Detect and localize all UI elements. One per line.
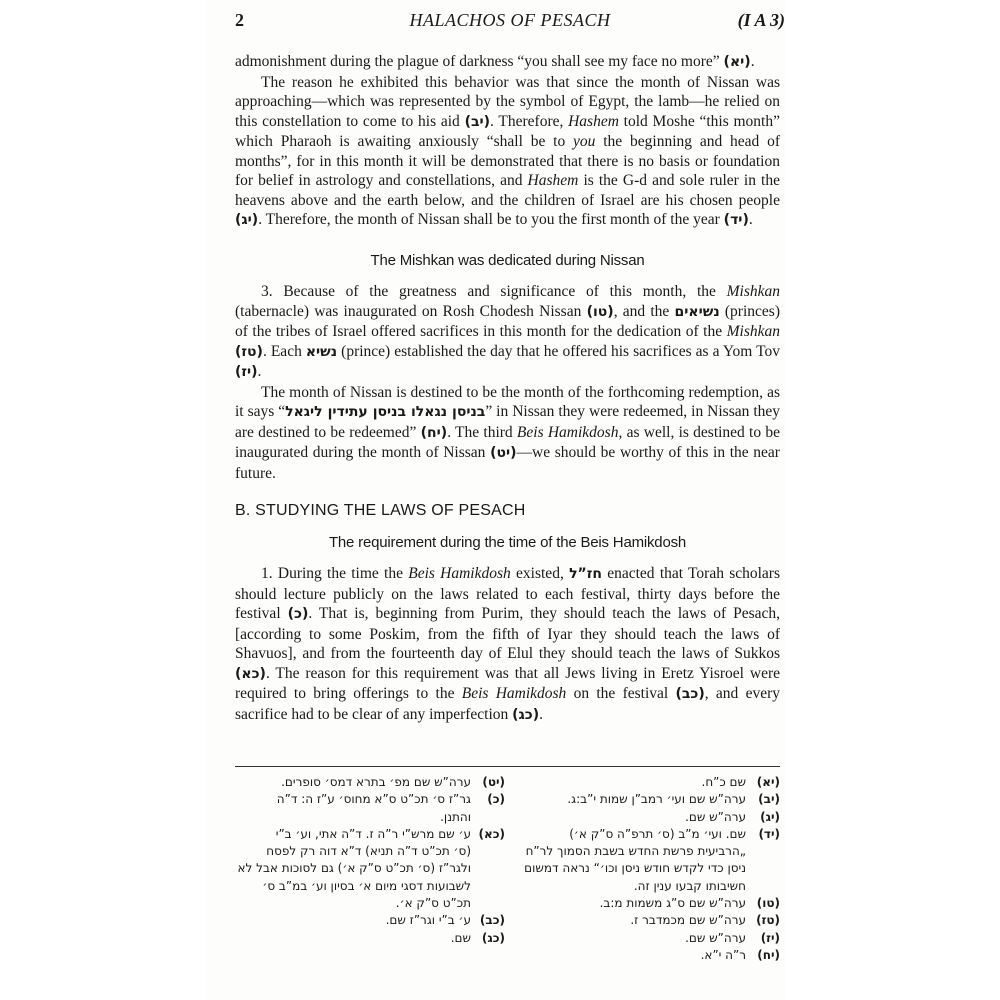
paragraph-redemption: The month of Nissan is destined to be the month of the forthcoming redemption, as it says “בניסן נגאלו בניסן עתידין ליגאל” in Nissan they were redeemed, in Nissan they are destined to be redeemed” (יח). The third Beis Hamikdosh, as well, is destined to be inaugurated during the month of Nissan (יט)—we should be worthy of this in the near future. xyxy=(235,383,781,482)
footnote-mark: (כג) xyxy=(481,930,505,945)
footnote-mark: (יא) xyxy=(756,775,780,789)
footnote-ref: (כב) xyxy=(675,686,705,702)
subheading-mishkan: The Mishkan was dedicated during Nissan xyxy=(370,251,645,269)
footnote-ref: (יג) xyxy=(235,212,259,228)
footnotes-left-column xyxy=(235,774,505,947)
footnote-ref: (כא) xyxy=(235,665,266,682)
footnote-mark: (כא) xyxy=(478,826,505,841)
section-reference: (I A 3) xyxy=(737,10,785,30)
footnote xyxy=(510,947,780,964)
footnote-ref: (יח) xyxy=(420,424,448,441)
footnote-text: (ס׳ תכ”ט ד”ה תניא) ד”א דוה רק לפסח xyxy=(266,844,471,859)
page-number: 2 xyxy=(235,10,244,30)
subheading-requirement: The requirement during the time of the Beis Hamikdosh xyxy=(328,533,687,551)
footnote-mark: (טז) xyxy=(756,913,780,928)
footnote-mark: (טו) xyxy=(756,896,780,911)
footnote-text: ר”ה י”א. xyxy=(700,947,746,962)
footnote-mark: (כב) xyxy=(479,913,505,928)
footnote-text: ע׳ שם מרש”י ר”ה ז. ד”ה אתי, וע׳ ב”י xyxy=(275,826,471,841)
footnote-text: ערה”ש שם ועי׳ רמב”ן שמות י”ב:ג. xyxy=(567,792,746,807)
footnote-text: ע׳ ב”י וגר”ז שם. xyxy=(385,913,471,928)
footnote-ref: (יד) xyxy=(723,212,749,228)
footnote-text: „הרביעית פרשת החדש בשבת הסמוך לר”ח xyxy=(525,844,746,859)
footnote-ref: (כג) xyxy=(512,706,540,723)
footnote-mark: (כ) xyxy=(487,792,505,807)
paragraph-3: 3. Because of the greatness and significance of this month, the Mishkan (tabernacle) was inaugurated on Rosh Chodesh Nissan (טו), and the נשיאים (princes) of the tribes of Israel offered sacrifices in this month for the dedication of the Mishkan (טז). Each נשיא (prince) established the day that he offered his sacrifices as a Yom Tov (יז). xyxy=(235,283,780,380)
hebrew-term: חז”ל xyxy=(569,566,602,582)
book-page xyxy=(205,0,785,1000)
hebrew-term: נשיאים xyxy=(674,303,720,320)
running-head xyxy=(235,8,785,32)
footnote-text: שם. ועי׳ מ”ב (ס׳ תרפ”ה ס”ק א׳) xyxy=(569,826,746,841)
footnote-mark: (יג) xyxy=(760,809,780,824)
paragraph-continuation: admonishment during the plague of darkness “you shall see my face no more” (יא). xyxy=(235,53,755,70)
section-heading-b: B. STUDYING THE LAWS OF PESACH xyxy=(235,502,526,519)
footnote xyxy=(510,930,780,947)
footnote-text: ערה”ש שם מפ׳ בתרא דמס׳ סופרים. xyxy=(281,775,471,789)
footnote-divider xyxy=(235,766,780,767)
footnote-text: ערה”ש שם ס”ג משמות מ:ב. xyxy=(599,896,746,911)
footnote xyxy=(510,826,780,895)
footnote-text: שם. xyxy=(450,930,471,945)
footnote-text: ערה”ש שם. xyxy=(685,809,746,824)
footnote xyxy=(510,791,780,808)
hebrew-term: נשיא xyxy=(305,343,338,360)
footnote xyxy=(235,912,505,929)
footnote-text: שם כ”ח. xyxy=(701,775,746,789)
footnote-text: גר”ז ס׳ תכ”ט ס”א מחוס׳ ע”ז ה: ד”ה xyxy=(276,792,471,807)
footnote xyxy=(235,774,505,791)
footnote xyxy=(235,826,505,912)
footnote-ref: (יט) xyxy=(490,445,517,461)
paragraph-reason: The reason he exhibited this behavior was that since the month of Nissan was approaching—which was represented by the symbol of Egypt, the lamb—he relied on this constellation to come to his aid (יב). Therefore, Hashem told Moshe “this month” which Pharaoh is awaiting anxiously “shall be to you the beginning and head of months”, for in this month it will be demonstrated that there is no basis or foundation for belief in astrology and constellations, and Hashem is the G-d and sole ruler in the heavens above and the earth below, and the children of Israel are his chosen people (יג). Therefore, the month of Nissan shall be to you the first month of the year (יד). xyxy=(235,73,781,228)
footnote-text: לשבועות דסגי מיום א׳ בסיון וע׳ במ”ב ס׳ xyxy=(262,878,471,893)
paragraph-b1: 1. During the time the Beis Hamikdosh existed, חז”ל enacted that Torah scholars should lecture publicly on the laws related to each festival, thirty days before the festival (כ). That is, beginning from Purim, they should teach the laws of Pesach, [according to some Poskim, from the fifth of Iyar they should teach the laws of Shavuos], and from the fourteenth day of Elul they should teach the laws of Sukkos (כא). The reason for this requirement was that all Jews living in Eretz Yisroel were required to bring offerings to the Beis Hamikdosh on the festival (כב), and every sacrifice had to be clear of any imperfection (כג). xyxy=(235,565,781,723)
footnote-text: ניסן כדי לקדש חודש ניסן וכו׳“ נראה דמשום xyxy=(524,861,746,876)
running-title: HALACHOS OF PESACH xyxy=(409,10,611,30)
footnotes-right-column xyxy=(510,774,780,964)
footnote-ref: (יז) xyxy=(235,364,258,380)
footnote-ref: (טז) xyxy=(235,343,263,360)
footnote xyxy=(510,809,780,826)
footnote-ref: (כ) xyxy=(287,606,309,622)
footnote-ref: (יא) xyxy=(723,54,751,70)
footnote xyxy=(510,774,780,791)
footnote-ref: (יב) xyxy=(464,113,491,130)
footnote-mark: (יב) xyxy=(758,792,780,807)
footnote-ref: (טו) xyxy=(586,303,614,320)
footnote-mark: (יז) xyxy=(760,930,780,945)
footnote xyxy=(510,895,780,912)
footnote-mark: (יט) xyxy=(482,775,505,789)
footnote-text: חשיבותו קבעו ענין זה. xyxy=(633,878,746,893)
footnote-mark: (יד) xyxy=(758,826,780,841)
footnote-text: והתנן. xyxy=(440,809,471,824)
footnote-text: ערה”ש שם. xyxy=(685,930,746,945)
footnote-mark: (יח) xyxy=(757,947,780,962)
hebrew-quote: בניסן נגאלו בניסן עתידין ליגאל xyxy=(285,404,486,420)
footnote xyxy=(235,930,505,947)
footnote-text: ערה”ש שם מכמדבר ז. xyxy=(630,913,746,928)
footnote xyxy=(235,791,505,826)
footnote xyxy=(510,912,780,929)
footnote-text: תכ”ט ס”ק א׳. xyxy=(395,896,471,911)
footnote-text: ולגר”ז (ס׳ תכ”ט ס”ק א׳) גם לסוכות אבל לא xyxy=(237,861,471,876)
main-text xyxy=(235,52,780,725)
